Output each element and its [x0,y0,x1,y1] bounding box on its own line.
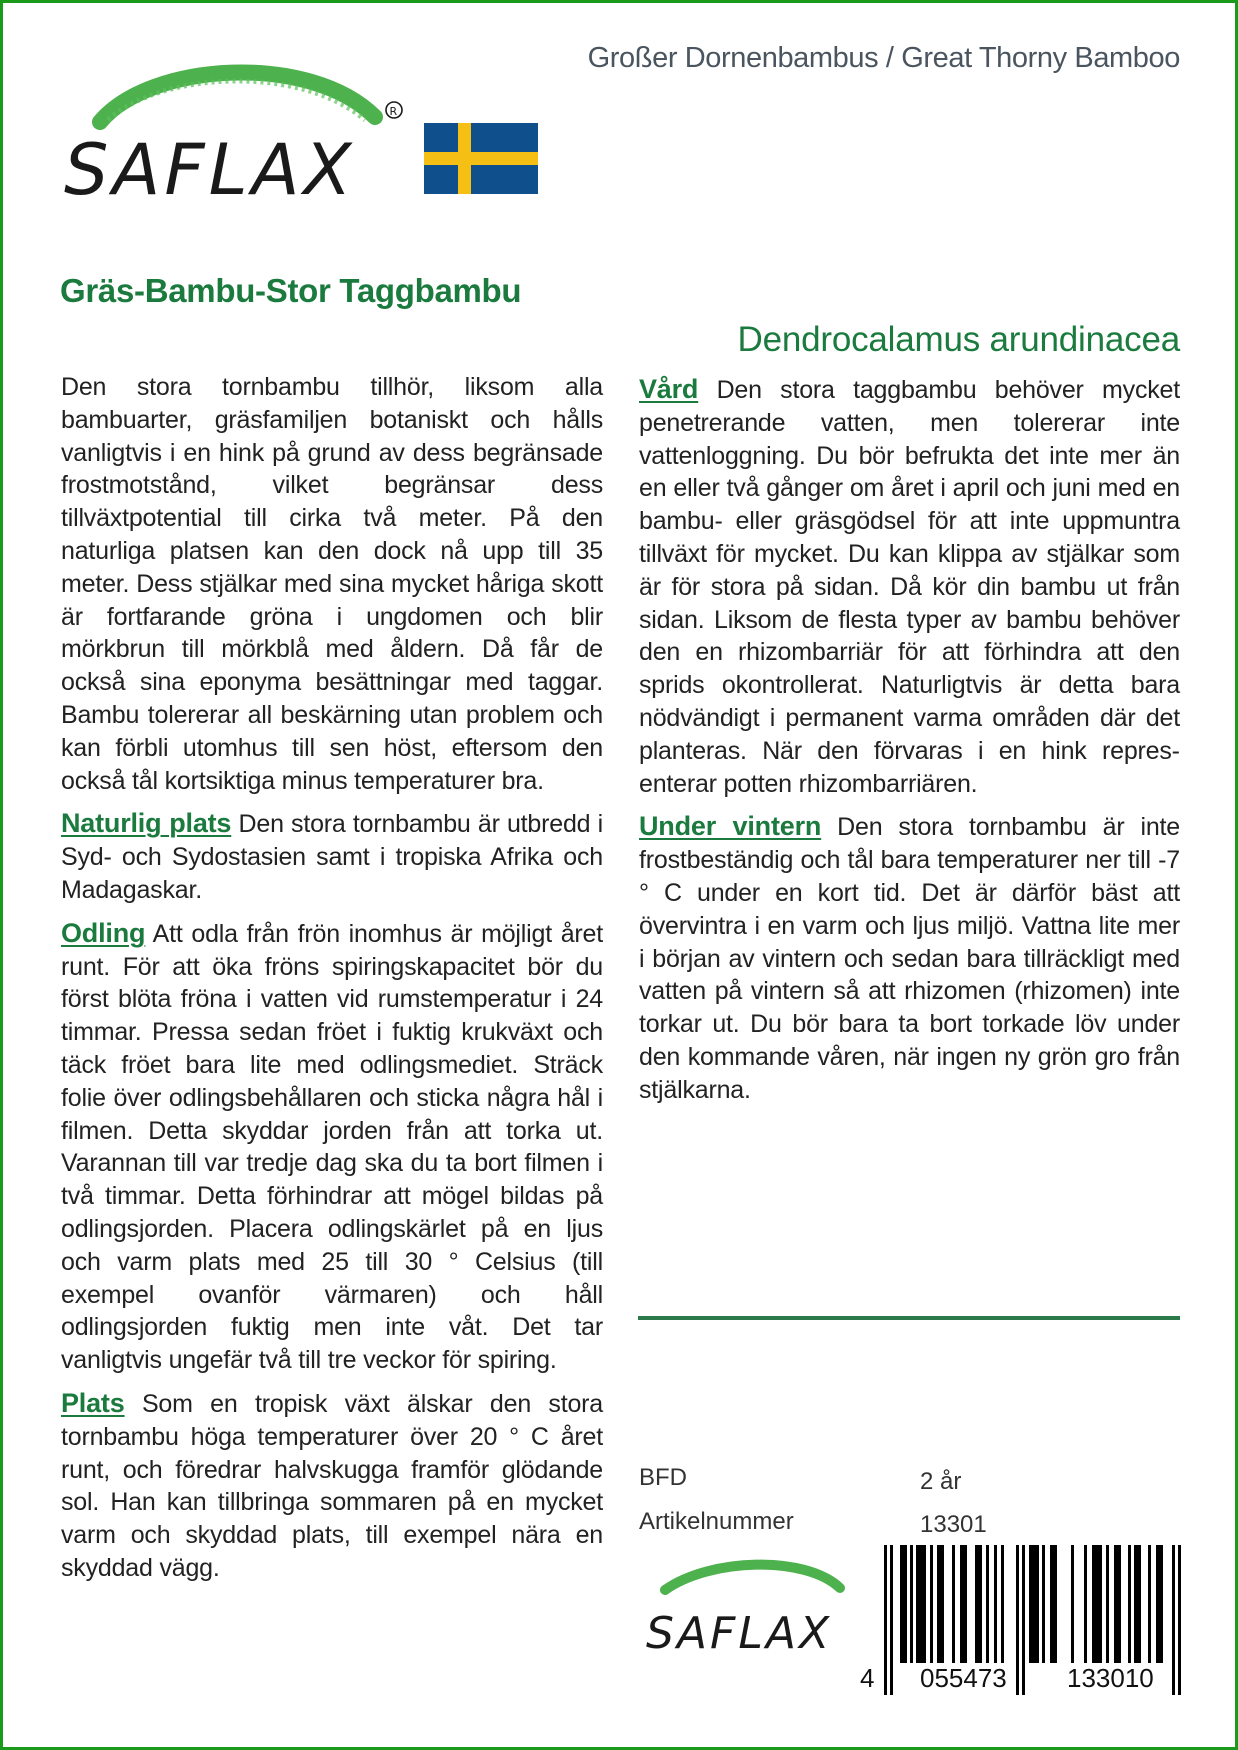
section-heading: Odling [61,917,146,948]
section-text: Att odla från frön inomhus är möjligt året runt. För att öka fröns spiringskapacitet bör du först blöta fröna i vatten vid rumstemperatur i 24 timmar. Pressa sedan fröet i fuktig krukväxt och täck fröet bara lite med odlingsmediet. Sträck folie över odlingsbehållaren och sticka några hål i filmen. Detta skyddar jorden från att torka ut. Varannan till var tredje dag ska du ta bort filmen i två timmar. Detta förhindrar att mögel bildas på odlingsjorden. Placera odlingskärlet på en ljus och varm plats med 25 till 30 ° Celsius (till exempel ovanför värmaren) och håll odlingsjorden fuktig men inte våt. Det tar vanligtvis ungefär två till tre veckor för spiring. [61,919,603,1375]
section-divider [638,1316,1180,1320]
barcode-left-group: 055473 [920,1663,1007,1693]
section-text: Som en tropisk växt älskar den stora tornbambu höga temperaturer över 20 ° C året runt, och föredrar halvskugga framför glödande sol. Han kan tillbringa sommaren på en mycket varm och skyddad plats, till exempel nära en skyddad vägg. [61,1389,603,1582]
section-heading: Plats [61,1387,125,1418]
section-location [61,1387,603,1585]
barcode-first-digit: 4 [860,1663,875,1693]
section-heading: Naturlig plats [61,808,232,839]
right-column [639,373,1180,1117]
section-heading: Vård [639,374,699,404]
saflax-logo-small [640,1550,855,1660]
logo-arc-icon [100,72,375,122]
bfd-label: BFD [639,1464,687,1491]
svg-text:R: R [389,105,398,118]
section-care [639,373,1180,800]
sweden-flag-icon [424,123,538,194]
intro-paragraph: Den stora tornbambu tillhör, liksom alla bambuarter, gräsfamiljen botaniskt och hålls vanligtvis i en hink på grund av dess begränsade frostmotstånd, vilket begränsar dess tillväxtpotential till cirka två meter. På den naturliga platsen kan den dock nå upp till 35 meter. Dess stjälkar med sina mycket håriga skott är fortfarande gröna i ungdomen och blir mörkbrun till mörkblå med åldern. Då får de också sina eponyma besättningar med taggar. Bambu tolererar all beskärning utan problem och kan förbli utomhus till sen höst, eftersom den också tål kortsiktiga minus temperaturer bra. [61,373,603,795]
brand-wordmark: SAFLAX [646,1608,833,1659]
left-column [61,371,603,1595]
section-winter [639,810,1180,1106]
section-text: Den stora tornbambu är inte frostbeständig och tål bara temperaturer ner till -7 ° C under en kort tid. Det är därför bäst att övervintra i en varm och ljus miljö. Vattna lite mer i början av vintern och sedan bara tillräckligt med vatten på vintern så att rhizomen (rhizomen) inte torkar ut. Du bör bara ta bort torkade löv under den kommande våren, när ingen ny grön gro från stjälkarna. [639,813,1180,1104]
product-title: Gräs-Bambu-Stor Taggbambu [60,272,522,309]
product-subtitle: Großer Dornenbambus / Great Thorny Bamboo [587,42,1180,74]
barcode-right-group: 133010 [1067,1663,1154,1693]
section-cultivation [61,917,603,1377]
logo-arc-icon [665,1565,840,1590]
saflax-logo [60,42,410,207]
section-text: Den stora taggbambu behöver mycket penetrerande vatten, men tolererar inte vattenloggning. Du bör befrukta det inte mer än en eller två gånger om året i april och juni med en bambu- eller gräsgödsel för att inte uppmuntra tillväxt för mycket. Du kan klippa av stjälkar som är för stora på sidan. Då kör din bambu ut från sidan. Liksom de flesta typer av bambu behöver den en rhizombarriär för att förhindra att den sprids okontrollerat. Naturligtvis är detta bara nödvändigt i permanent varma områden där det planteras. När den förvaras i en hink representerar potten rhizombarriären. [639,376,1180,798]
section-heading: Under vintern [639,811,822,842]
brand-wordmark: SAFLAX [64,129,356,207]
article-number-value: 13301 [920,1511,987,1538]
section-text: Den stora tornbambu är utbredd i Syd- och Sydostasien samt i tropiska Afrika och Madagaskar. [61,810,603,904]
article-number-label: Artikelnummer [639,1508,794,1535]
section-natural-habitat [61,807,603,906]
latin-name: Dendrocalamus arundinacea [737,320,1180,359]
bfd-value: 2 år [920,1468,962,1495]
